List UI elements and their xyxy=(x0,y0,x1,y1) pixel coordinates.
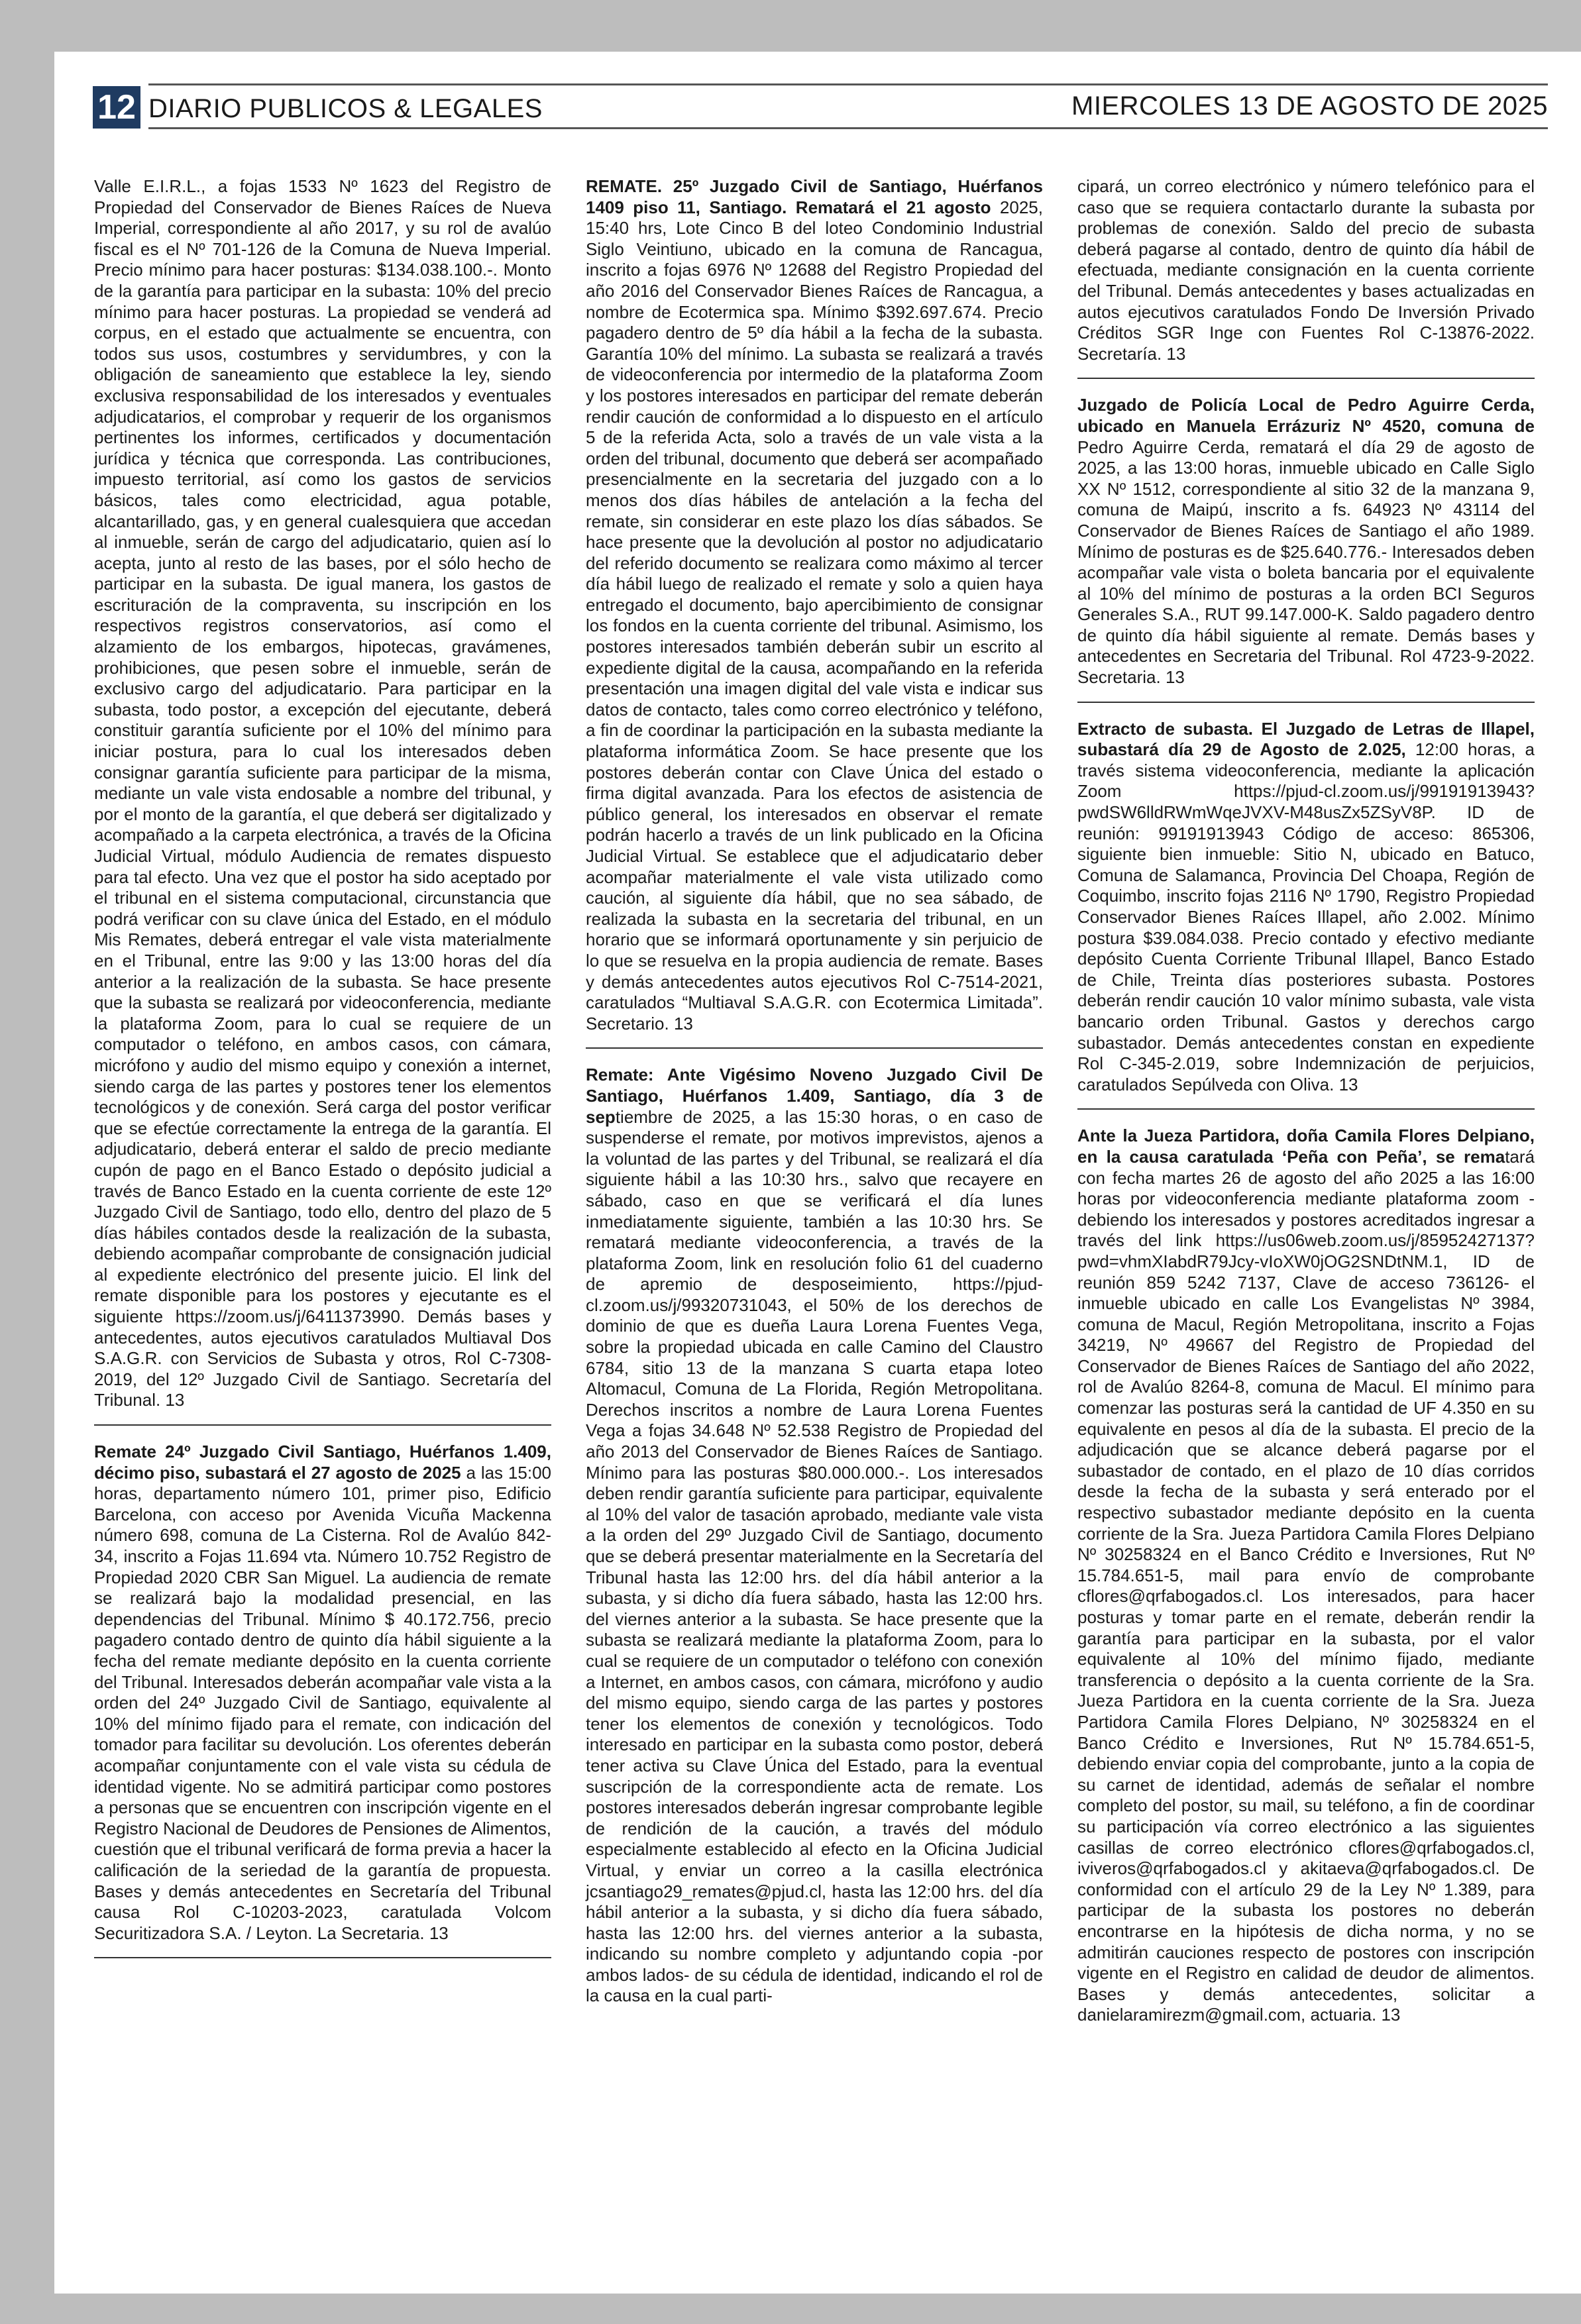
notice-body: Pedro Aguirre Cerda, rematará el día 29 de agosto de 2025, a las 13:00 horas, inmueble ubicado en Calle Siglo XX Nº 1512, correspondiente al sitio 32 de la manzana 9, comuna de Maipú, inscrito a fs. 64923 Nº 43114 del Conservador de Bienes Raíces de Santiago el año 1989. Mínimo de posturas es de $25.640.776.- Interesados deben acompañar vale vista o boleta bancaria por el equivalente al 10% del mínimo de posturas a la orden BCI Seguros Generales S.A., RUT 99.147.000-K. Saldo pagadero dentro de quinto día hábil siguiente al remate. Demás bases y antecedentes en Secretaria del Tribunal. Rol 4723-9-2022. Secretaria. 13 xyxy=(1077,437,1535,688)
notice-lead: Remate 24º Juzgado Civil Santiago, Huérfanos 1.409, décimo piso, subastará el 27 agosto de 2025 xyxy=(94,1442,551,1483)
page-header xyxy=(93,86,1548,129)
notice-lead: REMATE. 25º Juzgado Civil de Santiago, Huérfanos 1409 piso 11, Santiago. Rematará el 21 agosto xyxy=(586,176,1043,217)
publication-date: MIERCOLES 13 DE AGOSTO DE 2025 xyxy=(1071,91,1548,121)
notice-body: tiembre de 2025, a las 15:30 horas, o en caso de suspenderse el remate, por motivos imprevistos, ajenos a la voluntad de las partes y del Tribunal, se realizará el día siguiente hábil a las 10:30 hrs., salvo que recayere en sábado, caso en que se verificará el día lunes inmediatamente siguiente, también a las 10:30 hrs. Se rematará mediante videoconferencia, a través de la plataforma Zoom, link en resolución folio 61 del cuaderno de apremio de desposeimiento, https://pjud-cl.zoom.us/j/99320731043, el 50% de los derechos de dominio de que es dueña Laura Lorena Fuentes Vega, sobre la propiedad ubicada en calle Camino del Claustro 6784, sitio 13 de la manzana S cuarta etapa loteo Altomacul, Comuna de La Florida, Región Metropolitana. Derechos inscritos a nombre de Laura Lorena Fuentes Vega a fojas 34.648 Nº 52.538 Registro de Propiedad del año 2013 del Conservador de Bienes Raíces de Santiago. Mínimo para las posturas $80.000.000.-. Los interesados deben rendir garantía suficiente para participar, equivalente al 10% del valor de tasación aprobado, mediante vale vista a la orden del 29º Juzgado Civil de Santiago, documento que se deberá presentar materialmente en la Secretaría del Tribunal hasta las 12:00 hrs. del día hábil anterior a la subasta, y si dicho día fuera sábado, hasta las 12:00 hrs. del viernes anterior a la subasta. Se hace presente que la subasta se realizará mediante la plataforma Zoom, para lo cual se requiere de un computador o teléfono con conexión a Internet, en ambos casos, con cámara, micrófono y audio del mismo equipo, siendo carga de las partes y postores tener los elementos de conexión y tecnológicos. Todo interesado en participar en la subasta como postor, deberá tener activa su Clave Única del Estado, para la eventual suscripción de la correspondiente acta de remate. Los postores interesados deberán ingresar comprobante legible de rendición de la caución, a través del módulo especialmente establecido al efecto en la Oficina Judicial Virtual, y enviar un correo a la casilla electrónica jcsantiago29_remates@pjud.cl, hasta las 12:00 hrs. del día hábil anterior a la subasta, y si dicho día fuera sábado, hasta las 12:00 hrs. del viernes anterior a la subasta, indicando su nombre completo y adjuntando copia -por ambos lados- de su cédula de identidad, indicando el rol de la causa en la cual parti- xyxy=(586,1106,1043,2006)
legal-notice xyxy=(1077,719,1535,1096)
notice-divider xyxy=(586,1047,1043,1049)
header-top-rule xyxy=(148,83,1548,85)
column-1 xyxy=(94,176,551,1974)
notice-lead: Extracto de subasta. El Juzgado de Letras de Illapel, subastará día 29 de Agosto de 2.025, xyxy=(1077,718,1535,760)
legal-notice xyxy=(94,176,551,1411)
legal-notice xyxy=(1077,1126,1535,2026)
notice-body: tará con fecha martes 26 de agosto del año 2025 a las 16:00 horas por videoconferencia mediante plataforma zoom -debiendo los interesados y postores acreditados ingresar a través del link https://us06web.zoom.us/j/85952427137?pwd=vhmXIabdR79Jcy-vIoXW0jOG2SNDtNM.1, ID de reunión 859 5242 7137, Clave de acceso 736126- el inmueble ubicado en calle Los Evangelistas Nº 3984, comuna de Macul, Región Metropolitana, inscrito a Fojas 34219, Nº 49667 del Registro de Propiedad del Conservador de Bienes Raíces de Santiago del año 2022, rol de Avalúo 8264-8, comuna de Macul. El mínimo para comenzar las posturas será la cantidad de UF 4.350 en su equivalente en pesos al día de la subasta. El precio de la adjudicación que se alcance deberá pagarse por el subastador de contado, en el plazo de 10 días corridos desde la fecha de la subasta y será enterado por el respectivo subastador mediante depósito en la cuenta corriente de la Sra. Jueza Partidora Camila Flores Delpiano Nº 30258324 en el Banco Crédito e Inversiones, Rut Nº 15.784.651-5, mail para envío de comprobante cflores@qrfabogados.cl. Los interesados, para hacer posturas y tomar parte en el remate, deberán rendir la garantía para participar en la subasta, por el valor equivalente al 10% del mínimo fijado, mediante transferencia o depósito a la cuenta corriente de la Sra. Jueza Partidora en la cuenta corriente de la Sra. Jueza Partidora Camila Flores Delpiano, Nº 30258324 en el Banco Crédito e Inversiones, Rut Nº 15.784.651-5, debiendo enviar copia del comprobante, junto a la copia de su carnet de identidad, además de señalar el nombre completo del postor, su mail, su teléfono, a fin de coordinar su participación vía correo electrónico a las siguientes casillas de correo electrónico cflores@qrfabogados.cl, iviveros@qrfabogados.cl y akitaeva@qrfabogados.cl. De conformidad con el artículo 29 de la Ley Nº 1.389, para participar de la subasta los postores no deberán encontrarse en la hipótesis de dicha norma, y no se admitirán cauciones respecto de postores con inscripción vigente en el Registro en calidad de deudor de alimentos. Bases y demás antecedentes, solicitar a danielaramirezm@gmail.com, actuaria. 13 xyxy=(1077,1146,1535,2025)
notice-body: Valle E.I.R.L., a fojas 1533 Nº 1623 del Registro de Propiedad del Conservador de Bienes Raíces de Nueva Imperial, correspondiente al año 2017, y su rol de avalúo fiscal es el Nº 701-126 de la Comuna de Nueva Imperial. Precio mínimo para hacer posturas: $134.038.100.-. Monto de la garantía para participar en la subasta: 10% del precio mínimo para hacer posturas. La propiedad se venderá ad corpus, en el estado que actualmente se encuentra, con todos sus usos, costumbres y servidumbres, y con la obligación de saneamiento que establece la ley, siendo exclusiva responsabilidad de los interesados y eventuales adjudicatarios, el comprobar y requerir de los organismos pertinentes los informes, certificados y documentación jurídica y técnica que corresponda. Las contribuciones, impuesto territorial, así como los gastos de servicios básicos, tales como electricidad, agua potable, alcantarillado, gas, y en general cualesquiera que accedan al inmueble, serán de cargo del adjudicatario, quien así lo acepta, junto al resto de las bases, por el sólo hecho de participar en la subasta. De igual manera, los gastos de escrituración de la compraventa, su inscripción en los respectivos registros conservatorios, así como el alzamiento de los embargos, hipotecas, gravámenes, prohibiciones, que pesen sobre el inmueble, serán de exclusivo cargo del adjudicatario. Para participar en la subasta, todo postor, a excepción del ejecutante, deberá constituir garantía suficiente por el 10% del mínimo para iniciar postura, para lo cual los interesados deben consignar garantía suficiente para participar de la misma, mediante un vale vista endosable a nombre del tribunal, y por el monto de la garantía, el que deberá ser digitalizado y acompañado a la carpeta electrónica, a través de la Oficina Judicial Virtual, módulo Audiencia de remates dispuesto para tal efecto. Una vez que el postor ha sido aceptado por el tribunal en el sistema computacional, circunstancia que podrá verificar con su clave única del Estado, en el módulo Mis Remates, deberá entregar el vale vista materialmente en el Tribunal, entre las 9:00 y las 13:00 horas del día anterior a la realización de la subasta. Se hace presente que la subasta se realizará por videoconferencia, mediante la plataforma Zoom, para lo cual se requiere de un computador o teléfono, en ambos casos, con cámara, micrófono y audio del mismo equipo y conexión a internet, siendo carga de las partes y postores tener los elementos tecnológicos y de conexión. Será carga del postor verificar que se efectúe correctamente la entrega de la garantía. El adjudicatario, deberá enterar el saldo de precio mediante cupón de pago en el Banco Estado o depósito judicial a través de Banco Estado en la cuenta corriente de este 12º Juzgado Civil de Santiago, todo ello, dentro del plazo de 5 días hábiles contados desde la realización de la subasta, debiendo acompañar comprobante de consignación judicial al expediente electrónico del presente juicio. El link del remate disponible para los postores y ejecutante es el siguiente https://zoom.us/j/6411373990. Demás bases y antecedentes, autos ejecutivos caratulados Multiaval Dos S.A.G.R. con Servicios de Subasta y otros, Rol C-7308-2019, del 12º Juzgado Civil de Santiago. Secretaría del Tribunal. 13 xyxy=(94,176,551,1410)
legal-notice xyxy=(586,176,1043,1034)
legal-notice xyxy=(1077,395,1535,688)
notice-divider xyxy=(94,1957,551,1958)
column-3 xyxy=(1077,176,1535,2026)
page-number: 12 xyxy=(93,86,140,129)
notice-divider xyxy=(94,1424,551,1426)
legal-notice xyxy=(586,1065,1043,2007)
legal-notice xyxy=(94,1442,551,1944)
header-bottom-rule xyxy=(148,127,1548,129)
publication-name: DIARIO PUBLICOS & LEGALES xyxy=(148,94,543,123)
notice-body: a las 15:00 horas, departamento número 101, primer piso, Edificio Barcelona, con acceso por Avenida Vicuña Mackenna número 698, comuna de La Cisterna. Rol de Avalúo 842-34, inscrito a Fojas 11.694 vta. Número 10.752 Registro de Propiedad 2020 CBR San Miguel. La audiencia de remate se realizará bajo la modalidad presencial, en las dependencias del Tribunal. Mínimo $ 40.172.756, precio pagadero contado dentro de quinto día hábil siguiente a la fecha del remate mediante depósito en la cuenta corriente del Tribunal. Interesados deberán acompañar vale vista a la orden del 24º Juzgado Civil de Santiago, equivalente al 10% del mínimo fijado para el remate, con indicación del tomador para facilitar su devolución. Los oferentes deberán acompañar conjuntamente con el vale vista su cédula de identidad vigente. No se admitirá participar como postores a personas que se encuentren con inscripción vigente en el Registro Nacional de Deudores de Pensiones de Alimentos, cuestión que el tribunal verificará de forma previa a hacer la calificación de la seriedad de la garantía de propuesta. Bases y demás antecedentes en Secretaría del Tribunal causa Rol C-10203-2023, caratulada Volcom Securitizadora S.A. / Leyton. La Secretaria. 13 xyxy=(94,1462,551,1943)
notice-divider xyxy=(1077,378,1535,379)
notice-divider xyxy=(1077,1108,1535,1110)
notice-lead: Remate: Ante Vigésimo Noveno Juzgado Civil De Santiago, Huérfanos 1.409, Santiago, día 3 de sep xyxy=(586,1065,1043,1127)
notice-body: cipará, un correo electrónico y número telefónico para el caso que se requiera contactarlo durante la subasta por problemas de conexión. Saldo del precio de subasta deberá pagarse al contado, dentro de quinto día hábil de efectuada, mediante consignación en la cuenta corriente del Tribunal. Demás antecedentes y bases actualizadas en autos ejecutivos caratulados Fondo De Inversión Privado Créditos SGR Inge con Fuentes Rol C-13876-2022. Secretaría. 13 xyxy=(1077,176,1535,364)
column-2 xyxy=(586,176,1043,2007)
legal-notice xyxy=(1077,176,1535,364)
notice-body: 2025, 15:40 hrs, Lote Cinco B del loteo Condominio Industrial Siglo Veintiuno, ubicado en la comuna de Rancagua, inscrito a fojas 6976 Nº 12688 del Registro Propiedad del año 2016 del Conservador Bienes Raíces de Rancagua, a nombre de Ecotermica spa. Mínimo $392.697.674. Precio pagadero dentro de 5º día hábil a la fecha de la subasta. Garantía 10% del mínimo. La subasta se realizará a través de videoconferencia por intermedio de la plataforma Zoom y los postores interesados en participar del remate deberán rendir caución de conformidad a lo dispuesto en el artículo 5 de la referida Acta, solo a través de un vale vista a la orden del tribunal, documento que deberá ser acompañado presencialmente en la secretaria del juzgado con a lo menos dos días hábiles de antelación a la fecha del remate, sin considerar en este plazo los días sábados. Se hace presente que la devolución al postor no adjudicatario del referido documento se realizara como máximo al tercer día hábil luego de realizado el remate y solo a quien haya entregado el documento, bajo apercibimiento de consignar los fondos en la cuenta corriente del tribunal. Asimismo, los postores interesados también deberán subir un escrito al expediente digital de la causa, acompañando en la referida presentación una imagen digital del vale vista e indicar sus datos de contacto, tales como correo electrónico y teléfono, a fin de coordinar la participación en la subasta mediante la plataforma informática Zoom. Se hace presente que los postores deberán contar con Clave Única del estado o firma digital avanzada. Para los efectos de asistencia de público general, los interesados en observar el remate podrán hacerlo a través de un link publicado en la Oficina Judicial Virtual. Se establece que el adjudicatario deber acompañar materialmente el vale vista utilizado como caución, al siguiente día hábil, que no sea sábado, de realizada la subasta en la secretaria del tribunal, en un horario que se informará oportunamente y sin perjuicio de lo que se resuelva en la propia audiencia de remate. Bases y demás antecedentes autos ejecutivos Rol C-7514-2021, caratulados “Multiaval S.A.G.R. con Ecotermica Limitada”. Secretario. 13 xyxy=(586,197,1043,1033)
notice-lead: Juzgado de Policía Local de Pedro Aguirre Cerda, ubicado en Manuela Errázuriz Nº 4520, comuna de xyxy=(1077,395,1535,436)
notice-body: 12:00 horas, a través sistema videoconferencia, mediante la aplicación Zoom https://pjud-cl.zoom.us/j/99191913943?pwdSW6lldRWmWqeJVXV-M48usZx5ZSyV8P. ID de reunión: 99191913943 Código de acceso: 865306, siguiente bien inmueble: Sitio N, ubicado en Batuco, Comuna de Salamanca, Provincia Del Choapa, Región de Coquimbo, inscrito fojas 2116 Nº 1790, Registro Propiedad Conservador Bienes Raíces Illapel, año 2.002. Mínimo postura $39.084.038. Precio contado y efectivo mediante depósito Cuenta Corriente Tribunal Illapel, Banco Estado de Chile, Treinta días posteriores subasta. Postores deberán rendir caución 10 valor mínimo subasta, vale vista bancario orden Tribunal. Gastos y derechos cargo subastador. Demás antecedentes constan en expediente Rol C-345-2.019, sobre Indemnización de perjuicios, caratulados Sepúlveda con Oliva. 13 xyxy=(1077,739,1535,1094)
notice-lead: Ante la Jueza Partidora, doña Camila Flores Delpiano, en la causa caratulada ‘Peña con Peña’, se rema xyxy=(1077,1126,1535,1167)
notice-divider xyxy=(1077,702,1535,703)
newspaper-page xyxy=(54,52,1581,2294)
